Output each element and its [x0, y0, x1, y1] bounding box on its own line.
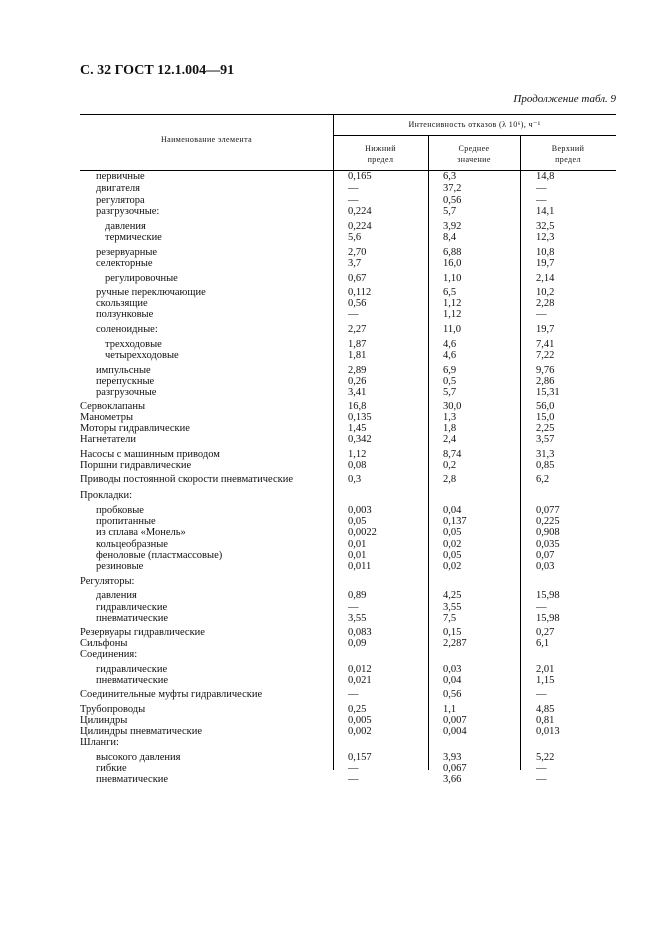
upper-limit-cell: 0,85 — [536, 460, 555, 471]
mean-value-cell: 1,12 — [443, 309, 462, 320]
header-upper-line1: Верхний — [551, 144, 585, 153]
upper-limit-cell: 4,85 — [536, 704, 555, 715]
header-lower-line2: предел — [367, 155, 394, 164]
element-name-cell: гидравлические — [96, 602, 168, 613]
mean-value-cell: 8,4 — [443, 232, 457, 243]
lower-limit-cell: 5,6 — [348, 232, 362, 243]
mean-value-cell: 37,2 — [443, 183, 462, 194]
lower-limit-cell: 0,05 — [348, 516, 367, 527]
table-row — [80, 737, 616, 749]
table-row — [80, 460, 616, 472]
upper-limit-cell: 10,8 — [536, 247, 555, 258]
mean-value-cell: 6,5 — [443, 287, 457, 298]
table-row — [80, 434, 616, 446]
mean-value-cell: 11,0 — [443, 324, 461, 335]
page-header: С. 32 ГОСТ 12.1.004—91 — [80, 63, 235, 78]
upper-limit-cell: 2,14 — [536, 273, 555, 284]
mean-value-cell: 0,5 — [443, 376, 457, 387]
table-row — [80, 490, 616, 502]
lower-limit-cell: 0,25 — [348, 704, 367, 715]
lower-limit-cell: 0,3 — [348, 474, 362, 485]
mean-value-cell: 0,02 — [443, 561, 462, 572]
mean-value-cell: 3,93 — [443, 752, 462, 763]
upper-limit-cell: 6,1 — [536, 638, 550, 649]
mean-value-cell: 0,02 — [443, 539, 462, 550]
mean-value-cell: 2,8 — [443, 474, 457, 485]
lower-limit-cell: 0,021 — [348, 675, 372, 686]
mean-value-cell: 0,137 — [443, 516, 467, 527]
element-name-cell: двигателя — [96, 183, 140, 194]
table-row — [80, 689, 616, 701]
mean-value-cell: 1,1 — [443, 704, 457, 715]
lower-limit-cell: 0,224 — [348, 206, 372, 217]
upper-limit-cell: 0,077 — [536, 505, 560, 516]
upper-limit-cell: 2,25 — [536, 423, 555, 434]
upper-limit-cell: 0,908 — [536, 527, 560, 538]
upper-limit-cell: 0,07 — [536, 550, 555, 561]
mean-value-cell: 0,05 — [443, 527, 462, 538]
lower-limit-cell: 0,011 — [348, 561, 372, 572]
lower-limit-cell: 0,112 — [348, 287, 372, 298]
lower-limit-cell: — — [348, 602, 359, 613]
mean-value-cell: 7,5 — [443, 613, 457, 624]
table-row — [80, 258, 616, 270]
lower-limit-cell: 0,012 — [348, 664, 372, 675]
table-continuation-label: Продолжение табл. 9 — [513, 93, 616, 105]
upper-limit-cell: 15,98 — [536, 613, 560, 624]
lower-limit-cell: 0,08 — [348, 460, 367, 471]
upper-limit-cell: 10,2 — [536, 287, 555, 298]
element-name-cell: Моторы гидравлические — [80, 423, 190, 434]
lower-limit-cell: — — [348, 183, 359, 194]
mean-value-cell: 0,04 — [443, 505, 462, 516]
element-name-cell: разгрузочные — [96, 387, 157, 398]
upper-limit-cell: — — [536, 602, 547, 613]
element-name-cell: пневматические — [96, 774, 169, 785]
upper-limit-cell: 3,57 — [536, 434, 555, 445]
element-name-cell: перепускные — [96, 376, 155, 387]
element-name-cell: Резервуары гидравлические — [80, 627, 205, 638]
mean-value-cell: 2,4 — [443, 434, 457, 445]
element-name-cell: Цилиндры — [80, 715, 128, 726]
element-name-cell: Регуляторы: — [80, 576, 135, 587]
table-row — [80, 309, 616, 321]
mean-value-cell: 2,287 — [443, 638, 467, 649]
mean-value-cell: 1,8 — [443, 423, 457, 434]
mean-value-cell: 0,004 — [443, 726, 467, 737]
element-name-cell: Сильфоны — [80, 638, 128, 649]
lower-limit-cell: — — [348, 195, 359, 206]
lower-limit-cell: 0,01 — [348, 550, 367, 561]
element-name-cell: Соединительные муфты гидравлические — [80, 689, 263, 700]
element-name-cell: Сервоклапаны — [80, 401, 145, 412]
table-row — [80, 387, 616, 399]
mean-value-cell: 0,007 — [443, 715, 467, 726]
element-name-cell: из сплава «Монель» — [96, 527, 186, 538]
failure-rate-table — [80, 114, 616, 785]
header-lower-limit — [333, 143, 428, 165]
element-name-cell: Манометры — [80, 412, 133, 423]
table-row — [80, 675, 616, 687]
element-name-cell: гибкие — [96, 763, 127, 774]
element-name-cell: соленоидные: — [96, 324, 158, 335]
element-name-cell: скользящие — [96, 298, 148, 309]
lower-limit-cell: 0,002 — [348, 726, 372, 737]
mean-value-cell: 0,067 — [443, 763, 467, 774]
upper-limit-cell: 14,8 — [536, 171, 555, 182]
upper-limit-cell: 12,3 — [536, 232, 555, 243]
mean-value-cell: 3,92 — [443, 221, 462, 232]
lower-limit-cell: 0,224 — [348, 221, 372, 232]
upper-limit-cell: — — [536, 309, 547, 320]
element-name-cell: ползунковые — [96, 309, 154, 320]
header-split-rule — [333, 135, 616, 136]
table-row — [80, 350, 616, 362]
lower-limit-cell: 1,12 — [348, 449, 367, 460]
header-failure-intensity: Интенсивность отказов (λ 10⁶), ч⁻¹ — [408, 120, 541, 129]
mean-value-cell: 0,05 — [443, 550, 462, 561]
element-name-cell: Цилиндры пневматические — [80, 726, 203, 737]
mean-value-cell: 6,3 — [443, 171, 457, 182]
header-mean-line2: значение — [457, 155, 491, 164]
mean-value-cell: 0,2 — [443, 460, 457, 471]
mean-value-cell: 3,55 — [443, 602, 462, 613]
lower-limit-cell: 2,70 — [348, 247, 367, 258]
upper-limit-cell: 15,31 — [536, 387, 560, 398]
mean-value-cell: 4,6 — [443, 339, 457, 350]
lower-limit-cell: — — [348, 309, 359, 320]
lower-limit-cell: 3,41 — [348, 387, 367, 398]
mean-value-cell: 16,0 — [443, 258, 462, 269]
mean-value-cell: 0,56 — [443, 195, 462, 206]
upper-limit-cell: 15,0 — [536, 412, 555, 423]
lower-limit-cell: — — [348, 763, 359, 774]
upper-limit-cell: — — [536, 195, 547, 206]
element-name-cell: первичные — [96, 171, 145, 182]
table-row — [80, 232, 616, 244]
upper-limit-cell: 0,035 — [536, 539, 560, 550]
upper-limit-cell: — — [536, 774, 547, 785]
upper-limit-cell: — — [536, 183, 547, 194]
element-name-cell: Приводы постоянной скорости пневматические — [80, 474, 293, 485]
upper-limit-cell: 0,81 — [536, 715, 555, 726]
lower-limit-cell: 0,67 — [348, 273, 367, 284]
upper-limit-cell: 31,3 — [536, 449, 555, 460]
upper-limit-cell: 0,013 — [536, 726, 560, 737]
lower-limit-cell: 16,8 — [348, 401, 367, 412]
table-row — [80, 576, 616, 588]
header-mean-line1: Среднее — [458, 144, 490, 153]
element-name-cell: Трубопроводы — [80, 704, 146, 715]
upper-limit-cell: 2,28 — [536, 298, 555, 309]
element-name-cell: импульсные — [96, 365, 151, 376]
lower-limit-cell: 0,342 — [348, 434, 372, 445]
table-row — [80, 590, 616, 602]
upper-limit-cell: 7,22 — [536, 350, 555, 361]
element-name-cell: ручные переключающие — [96, 287, 206, 298]
upper-limit-cell: 15,98 — [536, 590, 560, 601]
lower-limit-cell: 0,26 — [348, 376, 367, 387]
lower-limit-cell: 2,27 — [348, 324, 367, 335]
lower-limit-cell: 1,87 — [348, 339, 367, 350]
lower-limit-cell: 2,89 — [348, 365, 367, 376]
lower-limit-cell: — — [348, 689, 359, 700]
lower-limit-cell: 1,45 — [348, 423, 367, 434]
lower-limit-cell: 0,005 — [348, 715, 372, 726]
upper-limit-cell: 19,7 — [536, 258, 555, 269]
upper-limit-cell: 5,22 — [536, 752, 555, 763]
element-name-cell: пневматические — [96, 613, 169, 624]
header-lower-line1: Нижний — [365, 144, 396, 153]
mean-value-cell: 1,12 — [443, 298, 462, 309]
element-name-cell: четырехходовые — [105, 350, 179, 361]
upper-limit-cell: 2,01 — [536, 664, 555, 675]
mean-value-cell: 4,6 — [443, 350, 457, 361]
element-name-cell: регулятора — [96, 195, 145, 206]
mean-value-cell: 0,15 — [443, 627, 462, 638]
mean-value-cell: 5,7 — [443, 206, 457, 217]
lower-limit-cell: 0,135 — [348, 412, 372, 423]
element-name-cell: Прокладки: — [80, 490, 133, 501]
lower-limit-cell: 3,55 — [348, 613, 367, 624]
element-name-cell: гидравлические — [96, 664, 168, 675]
lower-limit-cell: 0,003 — [348, 505, 372, 516]
lower-limit-cell: 3,7 — [348, 258, 362, 269]
upper-limit-cell: 0,225 — [536, 516, 560, 527]
element-name-cell: Нагнетатели — [80, 434, 137, 445]
lower-limit-cell: 0,89 — [348, 590, 367, 601]
header-mean-value — [428, 143, 520, 165]
element-name-cell: разгрузочные: — [96, 206, 160, 217]
table-row — [80, 273, 616, 285]
upper-limit-cell: 14,1 — [536, 206, 555, 217]
upper-limit-cell: 1,15 — [536, 675, 555, 686]
table-row — [80, 183, 616, 195]
mean-value-cell: 5,7 — [443, 387, 457, 398]
upper-limit-cell: 0,27 — [536, 627, 555, 638]
element-name-cell: пропитанные — [96, 516, 156, 527]
table-row — [80, 561, 616, 573]
mean-value-cell: 30,0 — [443, 401, 462, 412]
upper-limit-cell: 0,03 — [536, 561, 555, 572]
element-name-cell: феноловые (пластмассовые) — [96, 550, 223, 561]
lower-limit-cell: — — [348, 774, 359, 785]
lower-limit-cell: 0,165 — [348, 171, 372, 182]
table-row — [80, 649, 616, 661]
upper-limit-cell: 32,5 — [536, 221, 555, 232]
element-name-cell: регулировочные — [105, 273, 178, 284]
lower-limit-cell: 1,81 — [348, 350, 367, 361]
element-name-cell: давления — [105, 221, 146, 232]
header-upper-limit — [520, 143, 616, 165]
mean-value-cell: 1,3 — [443, 412, 457, 423]
mean-value-cell: 3,66 — [443, 774, 462, 785]
header-upper-line2: предел — [555, 155, 581, 164]
element-name-cell: трехходовые — [105, 339, 162, 350]
lower-limit-cell: 0,0022 — [348, 527, 377, 538]
element-name-cell: давления — [96, 590, 137, 601]
element-name-cell: Соединения: — [80, 649, 138, 660]
upper-limit-cell: 7,41 — [536, 339, 555, 350]
element-name-cell: пробковые — [96, 505, 144, 516]
mean-value-cell: 4,25 — [443, 590, 462, 601]
header-element-name: Наименование элемента — [160, 135, 253, 144]
table-row — [80, 171, 616, 183]
table-row — [80, 527, 616, 539]
upper-limit-cell: 6,2 — [536, 474, 550, 485]
table-row — [80, 613, 616, 625]
element-name-cell: термические — [105, 232, 162, 243]
element-name-cell: Поршни гидравлические — [80, 460, 192, 471]
upper-limit-cell: 19,7 — [536, 324, 555, 335]
lower-limit-cell: 0,01 — [348, 539, 367, 550]
element-name-cell: селекторные — [96, 258, 153, 269]
lower-limit-cell: 0,083 — [348, 627, 372, 638]
mean-value-cell: 0,56 — [443, 689, 462, 700]
mean-value-cell: 0,03 — [443, 664, 462, 675]
lower-limit-cell: 0,157 — [348, 752, 372, 763]
mean-value-cell: 1,10 — [443, 273, 462, 284]
upper-limit-cell: 56,0 — [536, 401, 555, 412]
table-row — [80, 774, 616, 786]
element-name-cell: Насосы с машинным приводом — [80, 449, 220, 460]
element-name-cell: резиновые — [96, 561, 144, 572]
table-row — [80, 474, 616, 486]
element-name-cell: высокого давления — [96, 752, 181, 763]
mean-value-cell: 8,74 — [443, 449, 462, 460]
upper-limit-cell: — — [536, 763, 547, 774]
element-name-cell: кольцеобразные — [96, 539, 168, 550]
element-name-cell: пневматические — [96, 675, 169, 686]
element-name-cell: Шланги: — [80, 737, 119, 748]
table-row — [80, 324, 616, 336]
lower-limit-cell: 0,56 — [348, 298, 367, 309]
table-top-rule — [80, 114, 616, 115]
mean-value-cell: 6,9 — [443, 365, 457, 376]
upper-limit-cell: — — [536, 689, 547, 700]
upper-limit-cell: 9,76 — [536, 365, 555, 376]
lower-limit-cell: 0,09 — [348, 638, 367, 649]
mean-value-cell: 6,88 — [443, 247, 462, 258]
upper-limit-cell: 2,86 — [536, 376, 555, 387]
mean-value-cell: 0,04 — [443, 675, 462, 686]
table-row — [80, 206, 616, 218]
element-name-cell: резервуарные — [96, 247, 158, 258]
